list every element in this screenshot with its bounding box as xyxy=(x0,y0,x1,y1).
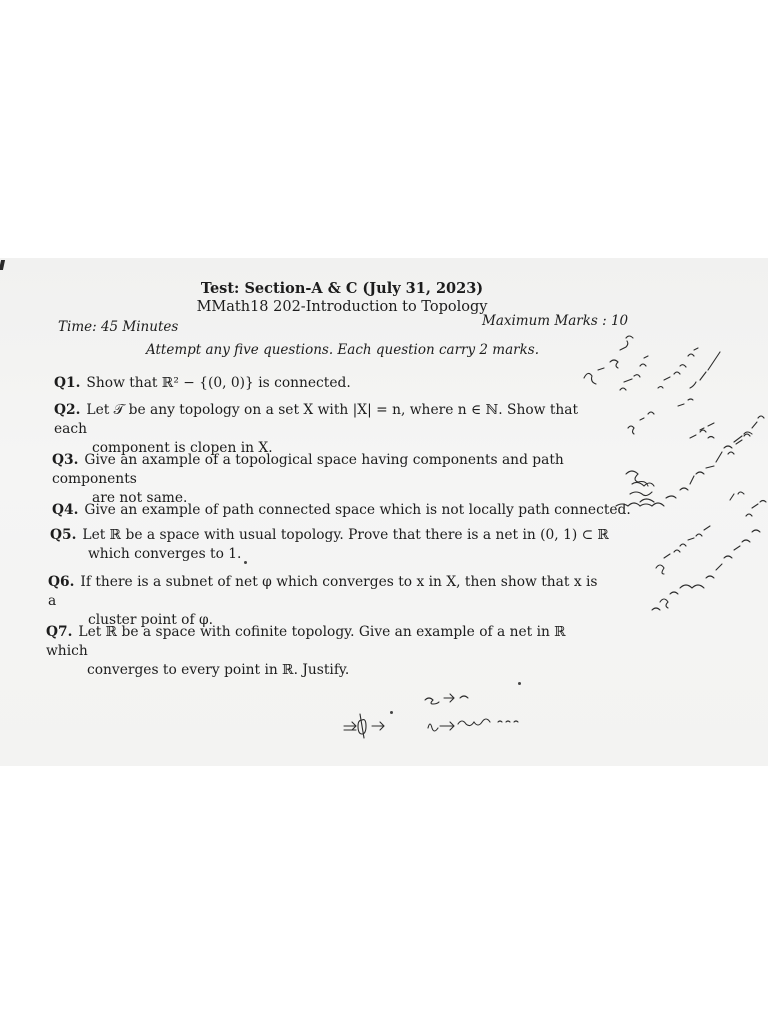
stray-dot xyxy=(390,711,393,714)
stray-dot xyxy=(518,682,521,685)
maximum-marks: Maximum Marks : 10 xyxy=(482,313,629,329)
edge-mark xyxy=(0,260,5,270)
question-text: Give an example of path connected space which is not locally path connected. xyxy=(84,502,631,518)
question-text-continued: which converges to 1. xyxy=(88,546,242,562)
question-label: Q2. xyxy=(54,402,81,418)
question-text: Show that ℝ² − {(0, 0)} is connected. xyxy=(86,375,351,391)
question-3 xyxy=(52,451,612,508)
time-limit: Time: 45 Minutes xyxy=(58,319,179,335)
question-label: Q3. xyxy=(52,452,79,468)
question-text-continued: cluster point of φ. xyxy=(88,612,214,628)
test-title: Test: Section-A & C (July 31, 2023) xyxy=(200,280,484,297)
question-5 xyxy=(50,526,610,564)
question-label: Q5. xyxy=(50,527,77,543)
question-label: Q6. xyxy=(48,574,75,590)
question-text-continued: component is clopen in X. xyxy=(92,440,273,456)
question-label: Q1. xyxy=(54,375,81,391)
question-text: Let ℝ be a space with usual topology. Prove that there is a net in (0, 1) ⊂ ℝ xyxy=(82,527,610,543)
question-7 xyxy=(46,623,606,680)
stray-dot xyxy=(244,561,247,564)
question-label: Q4. xyxy=(52,502,79,518)
question-text-continued: converges to every point in ℝ. Justify. xyxy=(87,662,350,678)
exam-paper xyxy=(0,258,768,766)
question-1 xyxy=(54,374,614,393)
question-text: Give an axample of a topological space having components and path components xyxy=(52,452,564,487)
question-text: Let 𝒯 be any topology on a set X with |X| = n, where n ∈ ℕ. Show that each xyxy=(54,402,579,437)
question-6 xyxy=(48,573,608,630)
question-label: Q7. xyxy=(46,624,73,640)
instructions: Attempt any five questions. Each question carry 2 marks. xyxy=(146,342,539,358)
question-text-continued: are not same. xyxy=(92,490,188,506)
course-title: MMath18 202-Introduction to Topology xyxy=(196,299,488,315)
question-text: Let ℝ be a space with cofinite topology. Give an example of a net in ℝ which xyxy=(46,624,566,659)
question-4 xyxy=(52,501,632,520)
question-text: If there is a subnet of net φ which converges to x in X, then show that x is a xyxy=(48,574,598,609)
question-2 xyxy=(54,401,614,458)
